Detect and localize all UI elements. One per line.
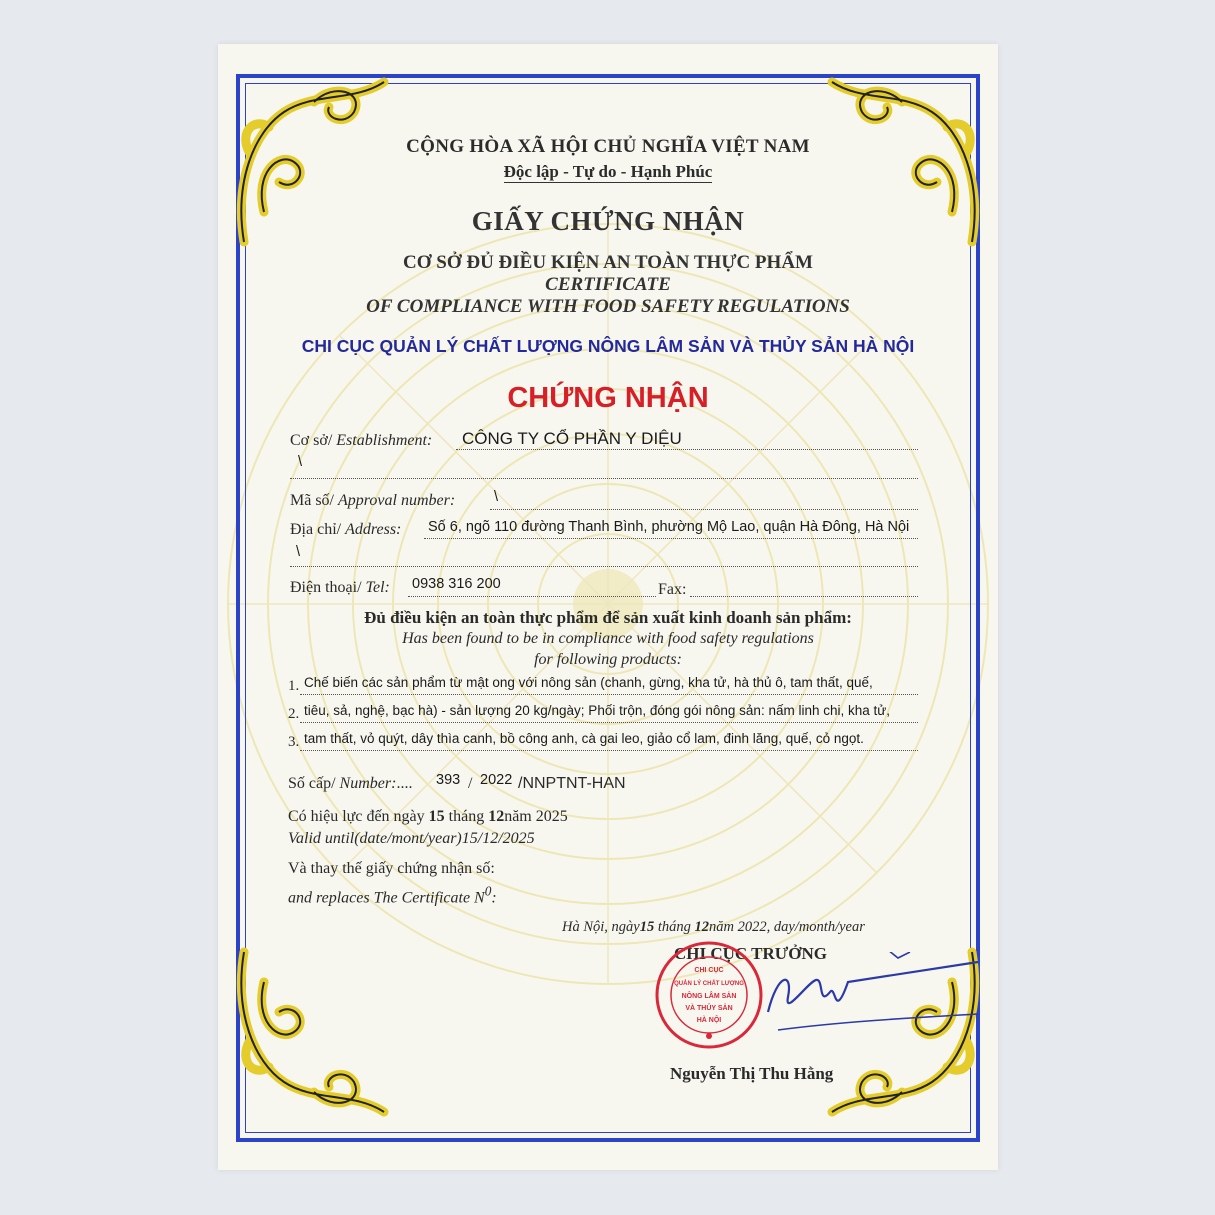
- product-line: Chế biến các sản phẩm từ mật ong với nông sản (chanh, gừng, kha tử, hà thủ ô, tam thất, quế,: [304, 675, 873, 690]
- product-number: 3.: [288, 734, 300, 750]
- dotted-line: [690, 596, 918, 597]
- number-value-2: 2022: [480, 772, 513, 788]
- number-value-1: 393: [436, 772, 461, 788]
- number-suffix: /NNPTNT-HAN: [518, 775, 626, 792]
- motto-text: Độc lập - Tự do - Hạnh Phúc: [503, 162, 713, 181]
- replaces-vi: Và thay thế giấy chứng nhận số:: [288, 860, 495, 877]
- seal-line-1: CHI CỤC: [694, 967, 724, 974]
- certificate-paper: [218, 44, 998, 1170]
- dotted-line: [300, 722, 918, 723]
- product-line: tam thất, vỏ quýt, dây thìa canh, bồ công anh, cà gai leo, giảo cổ lam, đinh lăng, quế, cỏ ngọt.: [304, 731, 864, 746]
- address-label: Địa chỉ/ Address:: [290, 521, 402, 538]
- certificate-title: GIẤY CHỨNG NHẬN: [471, 206, 745, 236]
- phone-label: Điện thoại/ Tel:: [290, 579, 390, 596]
- compliance-vi: Đủ điều kiện an toàn thực phẩm để sản xuất kinh doanh sản phẩm:: [364, 608, 852, 627]
- product-line: tiêu, sả, nghệ, bạc hà) - sản lượng 20 kg/ngày; Phối trộn, đóng gói nông sản: nấm linh chi, kha tử,: [304, 703, 891, 718]
- establishment-label: Cơ sở/ Establishment:: [290, 432, 433, 449]
- product-number: 1.: [288, 678, 300, 694]
- ornament-bottom-left-icon: [224, 932, 394, 1132]
- motto: [218, 162, 998, 182]
- dotted-line: [424, 538, 918, 539]
- signatory-title: CHI CỤC TRƯỞNG: [674, 944, 828, 963]
- subtitle-vi: CƠ SỞ ĐỦ ĐIỀU KIỆN AN TOÀN THỰC PHẨM: [403, 252, 813, 273]
- number-separator: /: [468, 775, 473, 792]
- address-value: Số 6, ngõ 110 đường Thanh Bình, phường Mộ Lao, quận Hà Đông, Hà Nội: [428, 519, 910, 535]
- phone-value: 0938 316 200: [412, 576, 501, 592]
- signatory-name: Nguyễn Thị Thu Hằng: [670, 1064, 834, 1083]
- seal-line-2: QUẢN LÝ CHẤT LƯỢNG: [674, 981, 744, 987]
- seal-line-5: HÀ NỘI: [696, 1017, 722, 1024]
- approval-slash-mark: \: [494, 489, 499, 505]
- subtitle-en-2: OF COMPLIANCE WITH FOOD SAFETY REGULATIONS: [366, 296, 850, 317]
- seal-line-4: VÀ THỦY SẢN: [685, 1005, 733, 1012]
- dotted-line: [290, 478, 918, 479]
- slash-mark: \: [298, 454, 303, 470]
- seal-line-3: NÔNG LÂM SẢN: [681, 993, 737, 1000]
- number-label: Số cấp/ Number:....: [288, 775, 413, 792]
- dotted-line: [290, 566, 918, 567]
- dotted-line: [408, 596, 656, 597]
- dotted-line: [300, 694, 918, 695]
- approval-label: Mã số/ Approval number:: [290, 492, 456, 509]
- compliance-en-1: Has been found to be in compliance with food safety regulations: [402, 630, 814, 647]
- issuing-agency: CHI CỤC QUẢN LÝ CHẤT LƯỢNG NÔNG LÂM SẢN VÀ THỦY SẢN HÀ NỘI: [301, 336, 915, 356]
- compliance-en-2: for following products:: [534, 651, 682, 668]
- validity-vi: Có hiệu lực đến ngày 15 tháng 12năm 2025: [288, 808, 568, 825]
- establishment-value: CÔNG TY CỔ PHẦN Y DIỆU: [462, 429, 682, 448]
- country-header: CỘNG HÒA XÃ HỘI CHỦ NGHĨA VIỆT NAM: [406, 136, 810, 157]
- replaces-en: and replaces The Certificate $N^0$:: [288, 884, 497, 907]
- subtitle-en-1: CERTIFICATE: [545, 274, 671, 295]
- signature-icon: [738, 952, 988, 1042]
- address-slash-mark: \: [296, 544, 301, 560]
- dotted-line: [490, 509, 918, 510]
- dotted-line: [456, 449, 918, 450]
- validity-en: Valid until(date/mont/year)15/12/2025: [288, 830, 535, 847]
- product-number: 2.: [288, 706, 300, 722]
- dotted-line: [300, 750, 918, 751]
- fax-label: Fax:: [658, 581, 687, 598]
- certifies-heading: CHỨNG NHẬN: [507, 382, 709, 414]
- issue-date: Hà Nội, ngày15 tháng 12năm 2022, day/month/year: [562, 919, 865, 935]
